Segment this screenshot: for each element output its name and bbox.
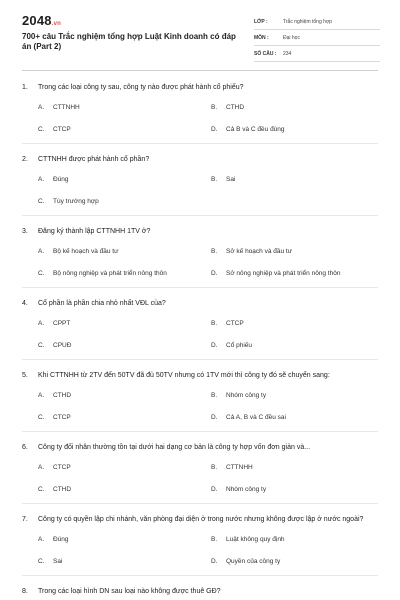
option-a[interactable] [38, 175, 211, 184]
option-text: CTCP [53, 464, 71, 471]
question-text: Khi CTTNHH từ 2TV đến 50TV đã đủ 50TV nhưng có 1TV mới thì công ty đó sẽ chuyển sang: [38, 372, 330, 379]
question-4 [0, 298, 400, 350]
question-1 [0, 82, 400, 134]
meta-count-label: SỐ CÂU : [254, 50, 277, 57]
logo-main: 2048 [22, 13, 52, 28]
option-c[interactable] [38, 197, 211, 206]
question-text: Công ty đối nhân thường tồn tại dưới hai dạng cơ bản là công ty hợp vốn đơn giản và... [38, 444, 311, 451]
option-grid [0, 103, 400, 134]
option-text: Cổ phiếu [226, 342, 253, 349]
option-text: Luật không quy định [226, 536, 285, 543]
option-key: B. [211, 104, 218, 111]
option-b[interactable] [211, 535, 384, 544]
option-text: CTTNHH [226, 464, 253, 471]
option-grid [0, 247, 400, 278]
option-d[interactable] [211, 269, 384, 278]
option-text: Sở nông nghiệp và phát triển nông thôn [226, 270, 341, 277]
option-key: B. [211, 536, 218, 543]
option-key: C. [38, 126, 45, 133]
logo-tld: .vn [51, 21, 62, 27]
question-number: 1. [22, 84, 28, 91]
option-key: C. [38, 558, 45, 565]
option-text: CTHD [53, 392, 72, 399]
question-divider [22, 215, 378, 216]
question-number: 6. [22, 444, 28, 451]
option-key: D. [211, 126, 218, 133]
option-text: CTCP [226, 320, 244, 327]
option-grid [0, 319, 400, 350]
question-text: Công ty có quyền lập chi nhánh, văn phòng đại diện ở trong nước nhưng không được lập ở nước ngoài? [38, 516, 364, 523]
option-key: C. [38, 414, 45, 421]
meta-class [254, 14, 380, 30]
question-text: Đăng ký thành lập CTTNHH 1TV ở? [38, 228, 151, 235]
option-text: Nhóm công ty [226, 392, 267, 399]
option-key: A. [38, 392, 45, 399]
option-a[interactable] [38, 319, 211, 328]
question-text: Cổ phần là phần chia nhỏ nhất VĐL của? [38, 300, 166, 307]
question-2 [0, 154, 400, 206]
option-a[interactable] [38, 463, 211, 472]
option-text: Quyền của công ty [226, 558, 281, 565]
option-text: Sai [53, 558, 63, 565]
option-d[interactable] [211, 125, 384, 134]
option-c[interactable] [38, 125, 211, 134]
option-key: B. [211, 176, 218, 183]
site-logo[interactable] [22, 13, 61, 28]
option-a[interactable] [38, 103, 211, 112]
question-number: 2. [22, 156, 28, 163]
option-b[interactable] [211, 391, 384, 400]
option-text: CPUĐ [53, 342, 72, 349]
option-key: B. [211, 320, 218, 327]
option-c[interactable] [38, 413, 211, 422]
option-text: Tùy trường hợp [53, 198, 99, 205]
option-text: Cả B và C đều đúng [226, 126, 285, 133]
question-number: 7. [22, 516, 28, 523]
option-b[interactable] [211, 175, 384, 184]
document-header [0, 0, 400, 70]
meta-subject-label: MÔN : [254, 34, 269, 41]
meta-count-value: 234 [283, 50, 292, 57]
option-b[interactable] [211, 247, 384, 256]
option-text: Bộ nông nghiệp và phát triển nông thôn [53, 270, 167, 277]
option-key: A. [38, 464, 45, 471]
option-text: CTHD [53, 486, 72, 493]
option-key: A. [38, 248, 45, 255]
option-key: A. [38, 176, 45, 183]
option-text: CTCP [53, 414, 71, 421]
option-key: B. [211, 248, 218, 255]
question-number: 3. [22, 228, 28, 235]
question-text: Trong các loại hình DN sau loại nào không được thuê GĐ? [38, 588, 221, 595]
option-c[interactable] [38, 557, 211, 566]
question-divider [22, 359, 378, 360]
option-d[interactable] [211, 485, 384, 494]
question-text: CTTNHH được phát hành cổ phần? [38, 156, 150, 163]
option-key: D. [211, 486, 218, 493]
question-list [0, 82, 400, 597]
question-8 [0, 586, 400, 597]
option-grid [0, 463, 400, 494]
option-b[interactable] [211, 463, 384, 472]
option-text: CTCP [53, 126, 71, 133]
meta-class-label: LỚP : [254, 18, 268, 25]
option-grid [0, 391, 400, 422]
meta-subject-value: Đại học [283, 34, 300, 41]
header-divider [22, 70, 378, 71]
option-key: D. [211, 414, 218, 421]
question-6 [0, 442, 400, 494]
option-d[interactable] [211, 557, 384, 566]
option-grid [0, 535, 400, 566]
question-5 [0, 370, 400, 422]
option-text: Sở kế hoạch và đầu tư [226, 248, 293, 255]
option-text: Sai [226, 176, 236, 183]
page-title: 700+ câu Trắc nghiệm tổng hợp Luật Kinh doanh có đáp án (Part 2) [22, 32, 236, 51]
question-divider [22, 143, 378, 144]
question-number: 4. [22, 300, 28, 307]
option-key: D. [211, 558, 218, 565]
option-c[interactable] [38, 269, 211, 278]
option-text: Nhóm công ty [226, 486, 267, 493]
option-a[interactable] [38, 247, 211, 256]
meta-subject [254, 30, 380, 46]
question-divider [22, 575, 378, 576]
question-number: 8. [22, 588, 28, 595]
option-text: Đúng [53, 176, 69, 183]
meta-count [254, 46, 380, 62]
option-text: CTHD [226, 104, 245, 111]
question-7 [0, 514, 400, 566]
question-divider [22, 431, 378, 432]
question-number: 5. [22, 372, 28, 379]
question-text: Trong các loại công ty sau, công ty nào được phát hành cổ phiếu? [38, 84, 244, 91]
option-d[interactable] [211, 341, 384, 350]
option-c[interactable] [38, 341, 211, 350]
option-text: Đúng [53, 536, 69, 543]
option-key: B. [211, 392, 218, 399]
option-grid [0, 175, 400, 206]
option-key: C. [38, 486, 45, 493]
option-text: CPPT [53, 320, 71, 327]
option-text: CTTNHH [53, 104, 80, 111]
option-c[interactable] [38, 485, 211, 494]
option-key: D. [211, 342, 218, 349]
meta-class-value: Trắc nghiệm tổng hợp [283, 18, 332, 25]
option-d[interactable] [211, 413, 384, 422]
option-text: Cả A, B và C đều sai [226, 414, 286, 421]
option-key: A. [38, 320, 45, 327]
option-key: B. [211, 464, 218, 471]
option-key: D. [211, 270, 218, 277]
option-key: A. [38, 104, 45, 111]
option-key: C. [38, 198, 45, 205]
option-key: C. [38, 342, 45, 349]
option-b[interactable] [211, 319, 384, 328]
option-a[interactable] [38, 535, 211, 544]
option-a[interactable] [38, 391, 211, 400]
question-3 [0, 226, 400, 278]
quiz-meta [254, 14, 380, 62]
question-divider [22, 287, 378, 288]
option-key: C. [38, 270, 45, 277]
option-text: Bộ kế hoạch và đầu tư [53, 248, 119, 255]
question-divider [22, 503, 378, 504]
option-b[interactable] [211, 103, 384, 112]
option-key: A. [38, 536, 45, 543]
